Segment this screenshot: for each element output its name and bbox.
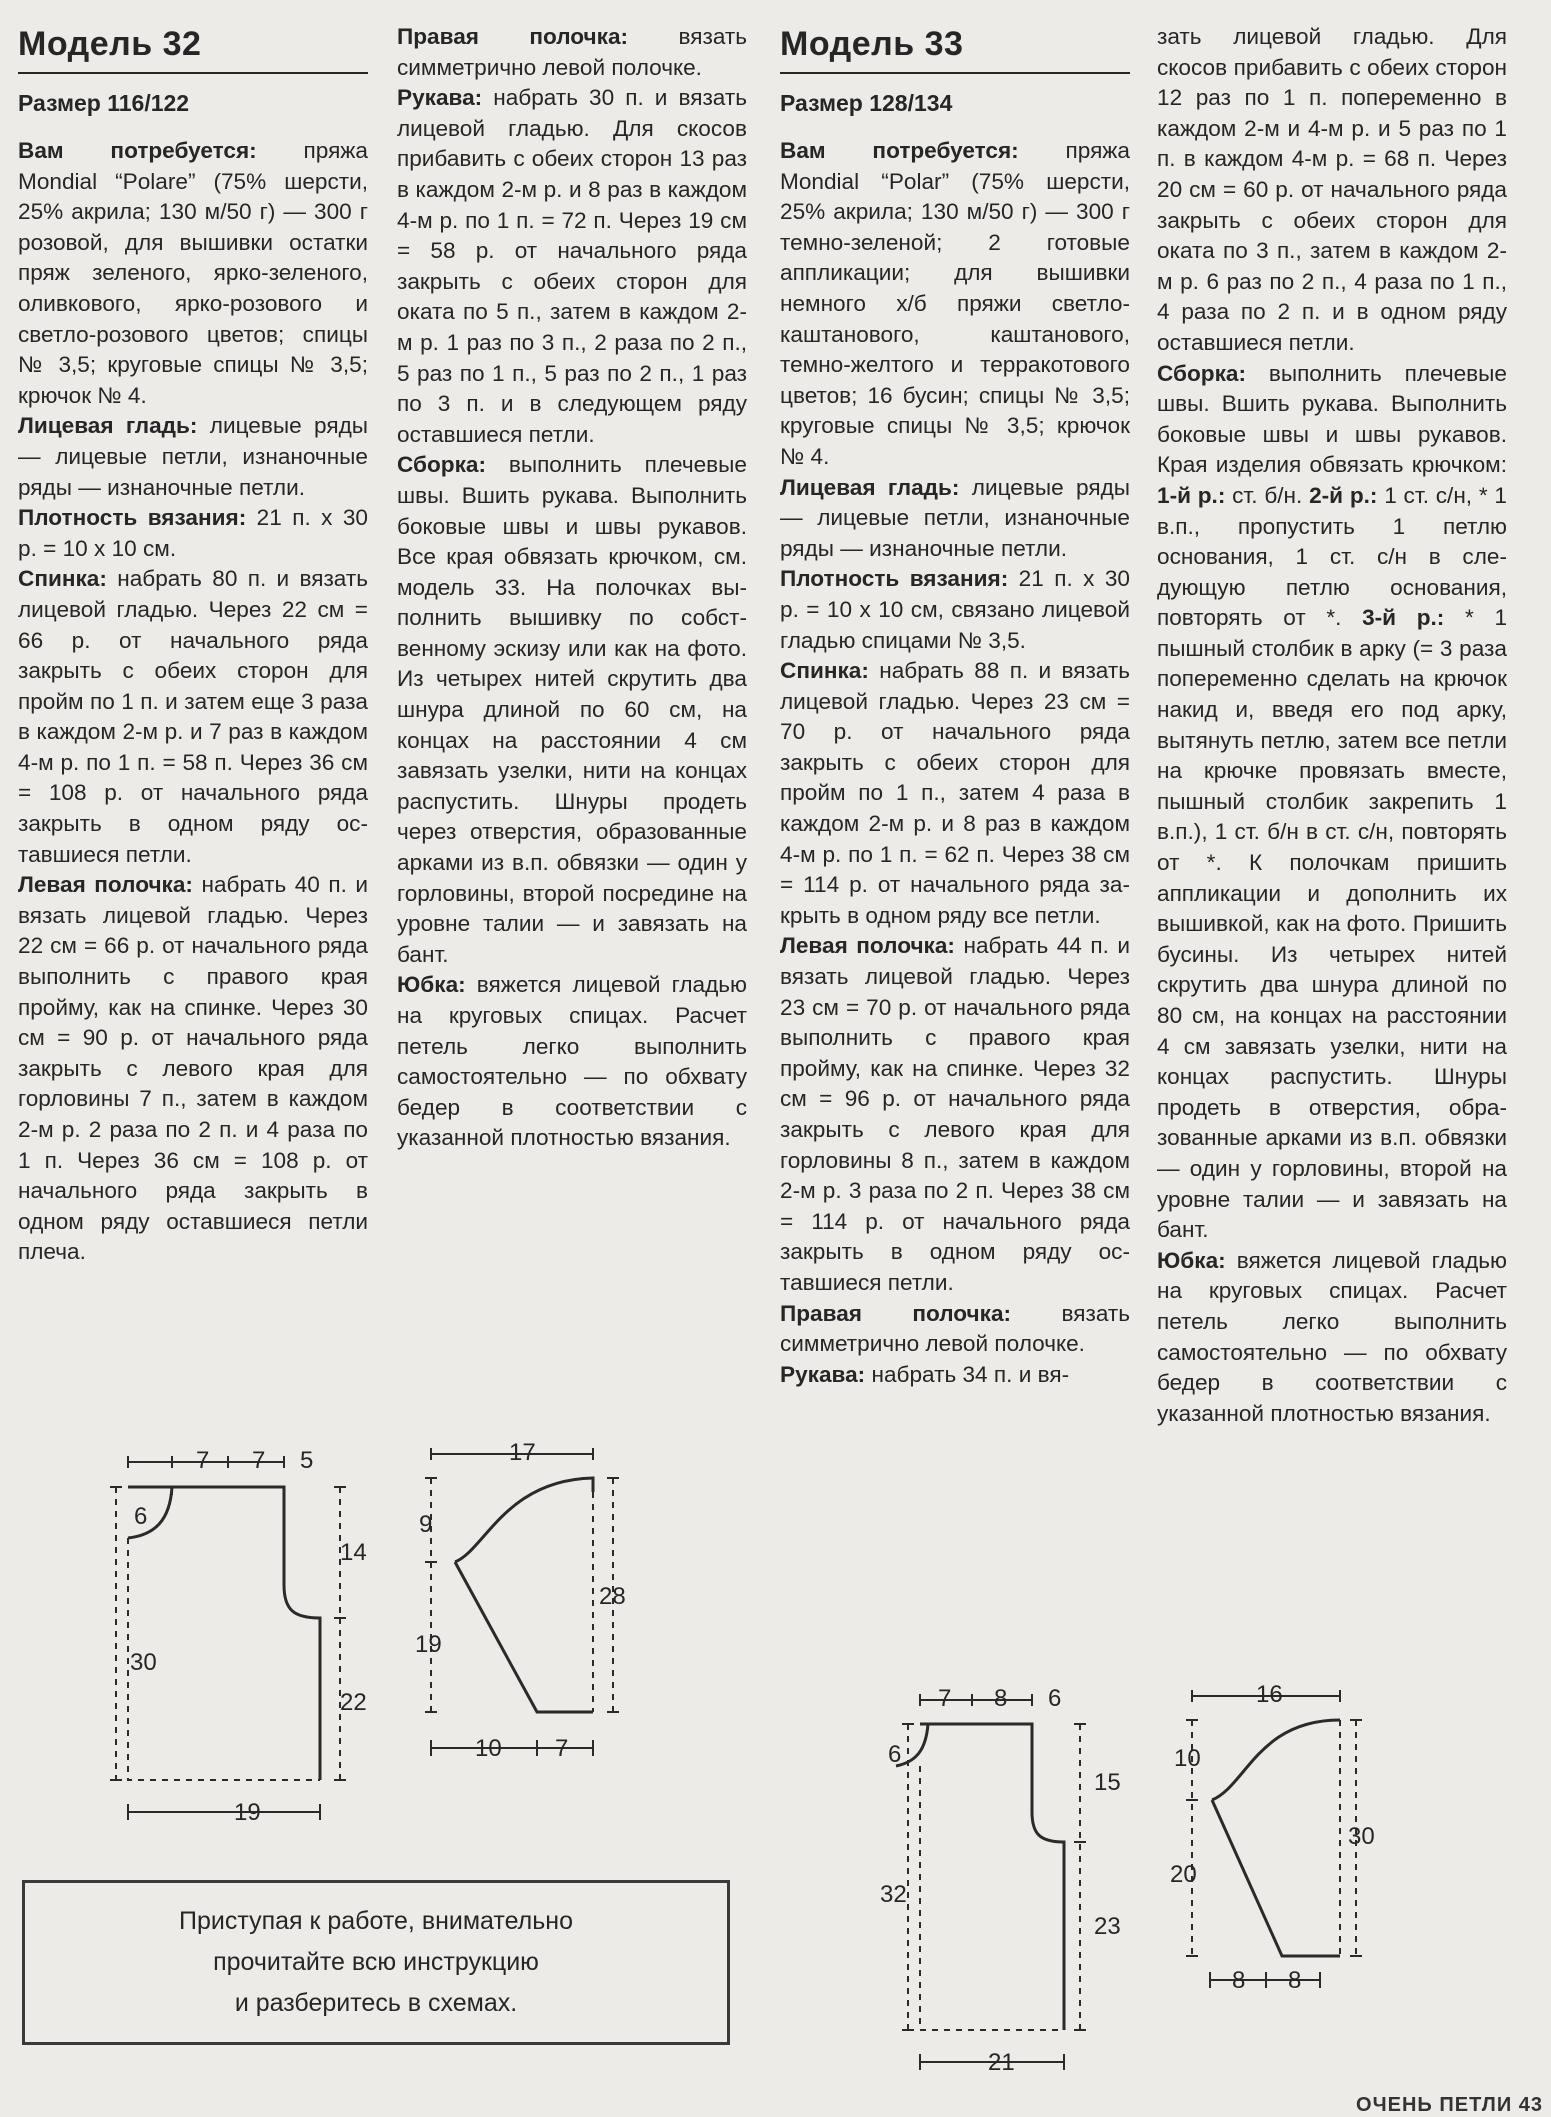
- paragraph: [780, 1360, 1130, 1391]
- model33-sleeve-schematic: [1170, 1680, 1400, 2000]
- paragraph-text: 21 п. х 30 р. = 10 х 10 см.: [18, 505, 368, 561]
- paragraph-text: ст. б/н.: [1225, 482, 1310, 508]
- dim-top-a: 7: [938, 1685, 952, 1712]
- paragraph-heading: Левая полочка:: [780, 933, 955, 959]
- paragraph: [18, 870, 368, 1268]
- dim-height: 32: [880, 1881, 907, 1908]
- paragraph: [780, 564, 1130, 656]
- sleeve-top: 16: [1256, 1681, 1283, 1708]
- sleeve-height: 28: [599, 1583, 626, 1610]
- dim-top-b: 7: [252, 1447, 266, 1474]
- dim-side: 23: [1094, 1913, 1121, 1940]
- paragraph: [397, 970, 747, 1154]
- sleeve-lower: 19: [415, 1631, 442, 1658]
- sleeve-bottom-b: 7: [555, 1735, 569, 1762]
- paragraph-text: 21 п. х 30 р. = 10 х 10 см, связано лицевой гладью спицами № 3,5.: [780, 566, 1130, 653]
- sleeve-top: 17: [509, 1440, 536, 1466]
- paragraph: [397, 22, 747, 83]
- paragraph-text: лицевые ряды — лицевые петли, изнаночные ряды — изнаночные петли.: [780, 474, 1131, 561]
- paragraph: [18, 564, 368, 870]
- paragraph: [780, 656, 1130, 931]
- sleeve-cap: 10: [1174, 1745, 1201, 1772]
- paragraph-text: вязать симметрично левой полочке.: [780, 1300, 1131, 1357]
- paragraph-heading: Правая полочка:: [780, 1300, 1012, 1326]
- paragraph: [1157, 22, 1507, 359]
- paragraph-heading: Рукава:: [780, 1361, 866, 1387]
- dim-width: 19: [234, 1799, 261, 1820]
- paragraph-text: лицевые ряды — лицевые петли, изнаночные ряды — изнаночные петли.: [18, 413, 369, 500]
- model33-column-2: [1157, 22, 1507, 1429]
- notice-line-1: Приступая к работе, внимательно: [179, 1907, 573, 1935]
- paragraph: [1157, 1246, 1507, 1430]
- model32-title: Модель 32: [18, 22, 368, 74]
- paragraph: [780, 1299, 1130, 1360]
- paragraph-text: набрать 40 п. и вязать лицевой гладью. Через 22 см = 66 р. от начального ряда выполнить с правого края пройму, как на спинке. Через 30 см = 90 р. от начального ряда закрыть с левого края для горловины 7 п., затем в каждом 2-м р. 2 раза по 2 п. и 4 раза по 1 п. Через 36 см = 108 р. от начального ряда закрыть в одном ряду оставшиеся петли плеча.: [18, 872, 368, 1265]
- notice-box: [22, 1880, 730, 2045]
- paragraph-heading: Плотность вязания:: [18, 505, 247, 531]
- dim-height: 30: [130, 1649, 157, 1676]
- paragraph-heading: Юбка:: [397, 972, 466, 998]
- paragraph-heading: Левая полочка:: [18, 872, 193, 898]
- dim-top-a: 7: [196, 1447, 210, 1474]
- paragraph-heading: 3-й р.:: [1362, 605, 1445, 631]
- paragraph: [397, 450, 747, 970]
- paragraph-text: набрать 44 п. и вязать лицевой гладью. Через 23 см = 70 р. от начального ряда выполнить с правого края пройму, как на спинке. Через 32 см = 96 р. от начального ряда закрыть с левого края для горловины 8 п., затем в каждом 2-м р. 3 раза по 2 п. Через 38 см = 114 р. от начального ряда закрыть в одном ряду оставшиеся петли.: [780, 933, 1130, 1295]
- dim-side: 22: [340, 1689, 367, 1716]
- paragraph-text: набрать 88 п. и вязать лицевой гладью. Через 23 см = 70 р. от начального ряда закрыть с обеих сторон для пройм по 1 п., затем 4 раза в каждом 2-м р. и 8 раз в каждом 4-м р. по 1 п. = 62 п. Через 38 см = 114 р. от начального ряда закрыть в одном ряду все петли.: [780, 658, 1130, 928]
- paragraph-heading: Сборка:: [397, 452, 486, 478]
- paragraph-text: вяжется лицевой гладью на круговых спицах. Расчет петель легко выполнить самостоятельно — по обхвату бедер в соответствии с указанной плотностью вязания.: [1157, 1247, 1507, 1426]
- paragraph-heading: Спинка:: [18, 566, 107, 592]
- paragraph: [18, 503, 368, 564]
- notice-line-2: прочитайте всю инструкцию: [213, 1948, 539, 1976]
- paragraph-heading: Спинка:: [780, 658, 869, 684]
- paragraph: [18, 136, 368, 411]
- paragraph-text: набрать 30 п. и вязать лицевой гладью. Для скосов прибавить с обеих сторон 13 раз в каждом 2-м р. и 8 раз в каждом 4-м р. по 1 п. = 72 п. Через 19 см = 58 р. от начального ряда закрыть с обеих сторон для оката по 5 п., затем в каждом 2-м р. 1 раз по 3 п., 2 раза по 2 п., 5 раз по 1 п., 5 раз по 2 п., 1 раз по 3 п. и в следующем ряду оставшиеся петли.: [397, 85, 747, 447]
- paragraph-text: выполнить плечевые швы. Вшить рукава. Выполнить боковые швы и швы рукавов. Все края обвязать крючком, см. модель 33. На полочках выполнить вышивку по собственному эскизу или как на фото. Из четырех нитей скрутить два шнура длиной по 60 см, на концах на расстоянии 4 см завязать узелки, нити на концах распустить. Шнуры продеть через отверстия, образованные арками из в.п. обвязки — один у горловины, второй посредине на уровне талии — и завязать на бант.: [397, 452, 747, 967]
- paragraph-text: вязать симметрично левой полочке.: [397, 24, 748, 80]
- paragraph: [1157, 359, 1507, 1246]
- dim-top-c: 5: [300, 1447, 314, 1474]
- model32-body-schematic: [110, 1440, 390, 1820]
- sleeve-bottom-a: 10: [475, 1735, 502, 1762]
- paragraph-heading: 2-й р.:: [1309, 482, 1378, 508]
- model33-col4-paragraphs: [1157, 22, 1507, 1429]
- paragraph-text: набрать 34 п. и вя-: [865, 1361, 1070, 1387]
- paragraph-text: выполнить плечевые швы. Вшить рукава. Выполнить боковые швы и швы рукавов. Края изделия обвязать крючком:: [1157, 360, 1507, 478]
- dim-armhole: 15: [1094, 1769, 1121, 1796]
- model32-col1-paragraphs: [18, 136, 368, 1268]
- paragraph-text: вяжется лицевой гладью на круговых спицах. Расчет петель легко выполнить самостоятельно — по обхвату бедер в соответствии с указанной плотностью вязания.: [397, 972, 747, 1151]
- sleeve-height: 30: [1348, 1823, 1375, 1850]
- sleeve-cap: 9: [419, 1511, 433, 1538]
- paragraph-heading: Плотность вязания:: [780, 566, 1009, 592]
- paragraph: [780, 136, 1130, 473]
- paragraph-heading: Правая полочка:: [397, 24, 629, 49]
- model32-size: Размер 116/122: [18, 90, 190, 116]
- model33-col3-paragraphs: [780, 136, 1130, 1390]
- paragraph-heading: Вам потребуется:: [18, 138, 257, 163]
- model33-title: Модель 33: [780, 22, 1130, 74]
- paragraph-heading: Лицевая гладь:: [18, 413, 198, 439]
- paragraph-text: пряжа Mondial “Polar” (75% шерсти, 25% акрила; 130 м/50 г) — 300 г темно-зеленой; 2 готовые аппликации; для вышивки немного х/б пряжи светло-каштанового, каштанового, темно-желтого и терракотового цветов; 16 бусин; спицы № 3,5; круговые спицы № 3,5; крючок № 4.: [780, 138, 1130, 469]
- model32-sleeve-schematic: [405, 1440, 645, 1780]
- model33-body-schematic: [880, 1680, 1150, 2070]
- paragraph-heading: Лицевая гладь:: [780, 474, 960, 500]
- dim-width: 21: [988, 2049, 1015, 2070]
- model33-column-1: [780, 22, 1130, 1390]
- paragraph: [18, 411, 368, 503]
- model33-size: Размер 128/134: [780, 90, 953, 116]
- dim-top-c: 6: [1048, 1685, 1062, 1712]
- dim-top-b: 8: [994, 1685, 1008, 1712]
- paragraph: [397, 83, 747, 450]
- paragraph-heading: Вам потребуется:: [780, 138, 1019, 163]
- paragraph-heading: Сборка:: [1157, 360, 1246, 386]
- dim-armhole: 14: [340, 1539, 367, 1566]
- dim-neck: 6: [134, 1503, 148, 1530]
- paragraph-heading: Юбка:: [1157, 1247, 1226, 1273]
- model32-column-2: [397, 22, 747, 1154]
- model32-column-1: [18, 22, 368, 1268]
- paragraph-text: * 1 пышный столбик в арку (= 3 раза попеременно сделать на крючок накид и, введя его под арку, вытянуть петлю, затем все петли на крючке провязать вместе, пышный столбик закрепить 1 в.п.), 1 ст. б/н в ст. с/н, повторять от *. К полочкам пришить аппликации и дополнить их вышивкой, как на фото. Пришить бусины. Из четырех нитей скрутить два шнура длиной по 80 см, на концах на расстоянии 4 см завязать узелки, нити на концах распустить. Шнуры продеть в отверстия, образованные арками из в.п. обвязки — один у горловины, второй на уровне талии — и завязать на бант.: [1157, 605, 1508, 1243]
- paragraph-text: набрать 80 п. и вязать лицевой гладью. Через 22 см = 66 р. от начального ряда закрыть с обеих сторон для пройм по 1 п. и затем еще 3 раза в каждом 2-м р. и 7 раз в каждом 4-м р. по 1 п. = 58 п. Через 36 см = 108 р. от начального ряда закрыть в одном ряду оставшиеся петли.: [18, 566, 368, 867]
- page-footer: ОЧЕНЬ ПЕТЛИ 43: [1356, 2094, 1543, 2116]
- paragraph-text: 1 ст. с/н, * 1 в.п., пропустить 1 петлю основания, 1 ст. с/н в следующую петлю основания, повторять от *.: [1157, 482, 1507, 631]
- paragraph-heading: Рукава:: [397, 85, 483, 111]
- dim-neck: 6: [888, 1741, 902, 1768]
- paragraph-text: зать лицевой гладью. Для скосов прибавить с обеих сторон 12 раз по 1 п. попеременно в каждом 2-м и 4-м р. и 5 раз по 1 п. в каждом 4-м р. = 68 п. Через 20 см = 60 р. от начального ряда закрыть с обеих сторон для оката по 3 п., затем в каждом 2-м р. 6 раз по 2 п., 4 раза по 1 п., 4 раза по 2 п. и в одном ряду оставшиеся петли.: [1157, 24, 1507, 355]
- sleeve-lower: 20: [1170, 1861, 1197, 1888]
- paragraph: [780, 931, 1130, 1298]
- model32-col2-paragraphs: [397, 22, 747, 1154]
- sleeve-bottom-a: 8: [1232, 1967, 1246, 1994]
- paragraph-text: пряжа Mondial “Polare” (75% шерсти, 25% акрила; 130 м/50 г) — 300 г розовой, для вышивки остатки пряж зеленого, ярко-зеленого, оливкового, ярко-розового и светло-розового цветов; спицы № 3,5; круговые спицы № 3,5; крючок № 4.: [18, 138, 368, 408]
- paragraph: [780, 473, 1130, 565]
- notice-line-3: и разберитесь в схемах.: [234, 1989, 518, 2017]
- sleeve-bottom-b: 8: [1288, 1967, 1302, 1994]
- paragraph-heading: 1-й р.:: [1157, 482, 1226, 508]
